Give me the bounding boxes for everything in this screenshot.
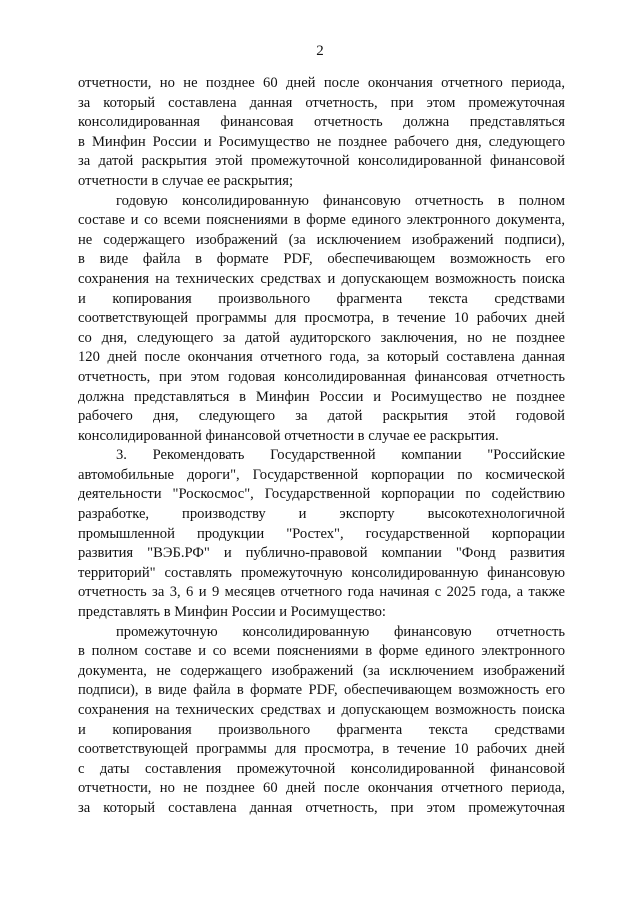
page-number: 2 [316, 43, 324, 59]
text-line: в Минфин России и Росимущество не позднее рабочего дня, следующего [78, 133, 565, 150]
text-line: сохранения на технических средствах и допускающем возможность поиска [78, 270, 565, 287]
text-line: в виде файла в формате PDF, обеспечивающем возможность его [78, 251, 565, 268]
text-line: консолидированной финансовой отчетности в случае ее раскрытия. [78, 427, 499, 444]
text-line: разработке, производству и экспорту высокотехнологичной [78, 506, 565, 523]
text-line: представлять в Минфин России и Росимущество: [78, 604, 386, 621]
text-line: отчетности, но не позднее 60 дней после окончания отчетного периода, [78, 780, 565, 797]
text-line: за датой раскрытия этой промежуточной консолидированной финансовой [78, 153, 565, 170]
text-line: не содержащего изображений (за исключением изображений подписи), [78, 231, 565, 248]
text-line: документа, не содержащего изображений (за исключением изображений [78, 662, 565, 679]
text-line: составе и со всеми пояснениями в форме единого электронного документа, [78, 212, 565, 229]
text-line: промышленной продукции "Ростех", государственной корпорации [78, 525, 565, 542]
text-line: со дня, следующего за датой аудиторского заключения, но не позднее [78, 329, 565, 346]
text-line: годовую консолидированную финансовую отчетность в полном [116, 192, 565, 209]
text-line: в полном составе и со всеми пояснениями в форме единого электронного [78, 643, 565, 660]
text-line: за который составлена данная отчетность, при этом промежуточная [78, 94, 565, 111]
paragraph-annual-report [78, 192, 565, 447]
text-line: соответствующей программы для просмотра, в течение 10 рабочих дней [78, 310, 565, 327]
text-line: с даты составления промежуточной консолидированной финансовой [78, 760, 565, 777]
text-line: отчетность, при этом годовая консолидированная финансовая отчетность [78, 368, 565, 385]
paragraph-continuation-quarterly [78, 74, 565, 192]
text-line: должна представляться в Минфин России и Росимущество не позднее [78, 388, 565, 405]
document-body [78, 74, 565, 819]
paragraph-item-3-recommendation [78, 446, 565, 622]
text-line: территорий" составлять промежуточную консолидированную финансовую [78, 564, 565, 581]
text-line: соответствующей программы для просмотра, в течение 10 рабочих дней [78, 741, 565, 758]
text-line: рабочего дня, следующего за датой раскрытия этой годовой [78, 408, 565, 425]
text-line: 120 дней после окончания отчетного года, за который составлена данная [78, 349, 565, 366]
text-line: отчетности, но не позднее 60 дней после окончания отчетного периода, [78, 75, 565, 91]
text-line: отчетность за 3, 6 и 9 месяцев отчетного года начиная с 2025 года, а также [78, 584, 565, 601]
text-line: консолидированная финансовая отчетность должна представляться [78, 114, 565, 131]
paragraph-interim-report [78, 623, 565, 819]
text-line: и копирования произвольного фрагмента текста средствами [78, 721, 565, 738]
text-line: автомобильные дороги", Государственной корпорации по космической [78, 466, 565, 483]
text-line: деятельности "Роскосмос", Государственной корпорации по содействию [78, 486, 565, 503]
text-line: 3. Рекомендовать Государственной компании "Российские [116, 447, 565, 464]
text-line: промежуточную консолидированную финансовую отчетность [116, 623, 565, 640]
text-line: развития "ВЭБ.РФ" и публично-правовой компании "Фонд развития [78, 545, 565, 562]
text-line: и копирования произвольного фрагмента текста средствами [78, 290, 565, 307]
text-line: подписи), в виде файла в формате PDF, обеспечивающем возможность его [78, 682, 565, 699]
text-line: отчетности в случае ее раскрытия; [78, 172, 294, 189]
text-line: за который составлена данная отчетность, при этом промежуточная [78, 799, 565, 816]
text-line: сохранения на технических средствах и допускающем возможность поиска [78, 702, 565, 718]
